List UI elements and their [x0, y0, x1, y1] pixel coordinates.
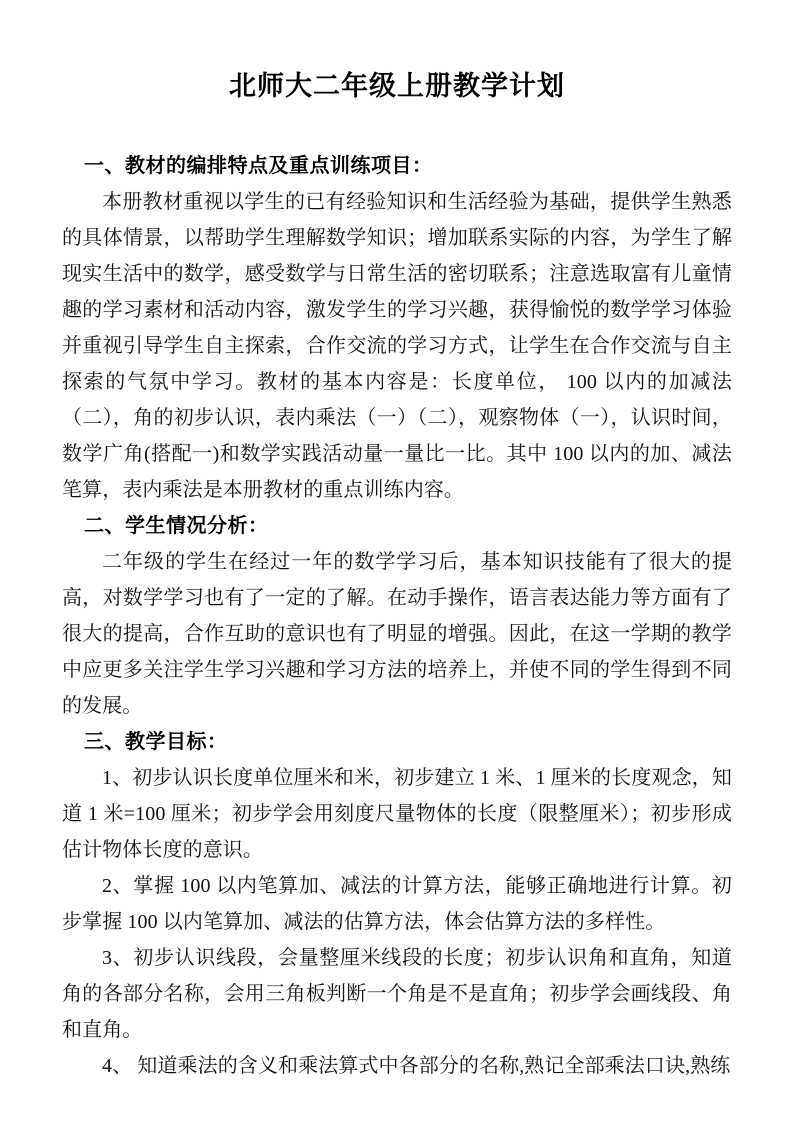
section-3-objective-1: 1、初步认识长度单位厘米和米，初步建立 1 米、1 厘米的长度观念，知道 1 米=100 厘米；初步学会用刻度尺量物体的长度（限整厘米）；初步形成估计物体长度的意识。 — [62, 767, 732, 861]
section-heading-1: 一、教材的编排特点及重点训练项目： — [84, 155, 433, 177]
section-1-paragraph-1: 本册教材重视以学生的已有经验知识和生活经验为基础，提供学生熟悉的具体情景，以帮助学生理解数学知识；增加联系实际的内容，为学生了解现实生活中的数学，感受数学与日常生活的密切联系；注意选取富有儿童情趣的学习素材和活动内容，激发学生的学习兴趣，获得愉悦的数学学习体验并重视引导学生自主探索，合作交流的学习方式，让学生在合作交流与自主探索的气氛中学习。教材的基本内容是：长度单位， 100 以内的加减法（二），角的初步认识，表内乘法（一）（二），观察物体（一），认识时间，数学广角(搭配一)和数学实践活动量一量比一比。其中 100 以内的加、减法笔算，表内乘法是本册教材的重点训练内容。 — [62, 191, 732, 501]
page-title: 北师大二年级上册教学计划 — [229, 71, 565, 101]
section-heading-2: 二、学生情况分析： — [84, 515, 269, 537]
section-2-paragraph-1: 二年级的学生在经过一年的数学学习后，基本知识技能有了很大的提高，对数学学习也有了一定的了解。在动手操作，语言表达能力等方面有了很大的提高，合作互助的意识也有了明显的增强。因此，在这一学期的教学中应更多关注学生学习兴趣和学习方法的培养上，并使不同的学生得到不同的发展。 — [62, 551, 732, 717]
title-spacer — [62, 104, 732, 148]
section-heading-3: 三、教学目标： — [84, 731, 228, 753]
section-3-objective-2: 2、掌握 100 以内笔算加、减法的计算方法，能够正确地进行计算。初步掌握 100 以内笔算加、减法的估算方法，体会估算方法的多样性。 — [62, 875, 732, 933]
section-3-objective-3: 3、初步认识线段，会量整厘米线段的长度；初步认识角和直角，知道角的各部分名称，会用三角板判断一个角是不是直角；初步学会画线段、角和直角。 — [62, 947, 732, 1041]
document-content — [62, 0, 732, 1084]
section-3-objective-4: 4、 知道乘法的含义和乘法算式中各部分的名称,熟记全部乘法口诀,熟练 — [102, 1055, 731, 1077]
